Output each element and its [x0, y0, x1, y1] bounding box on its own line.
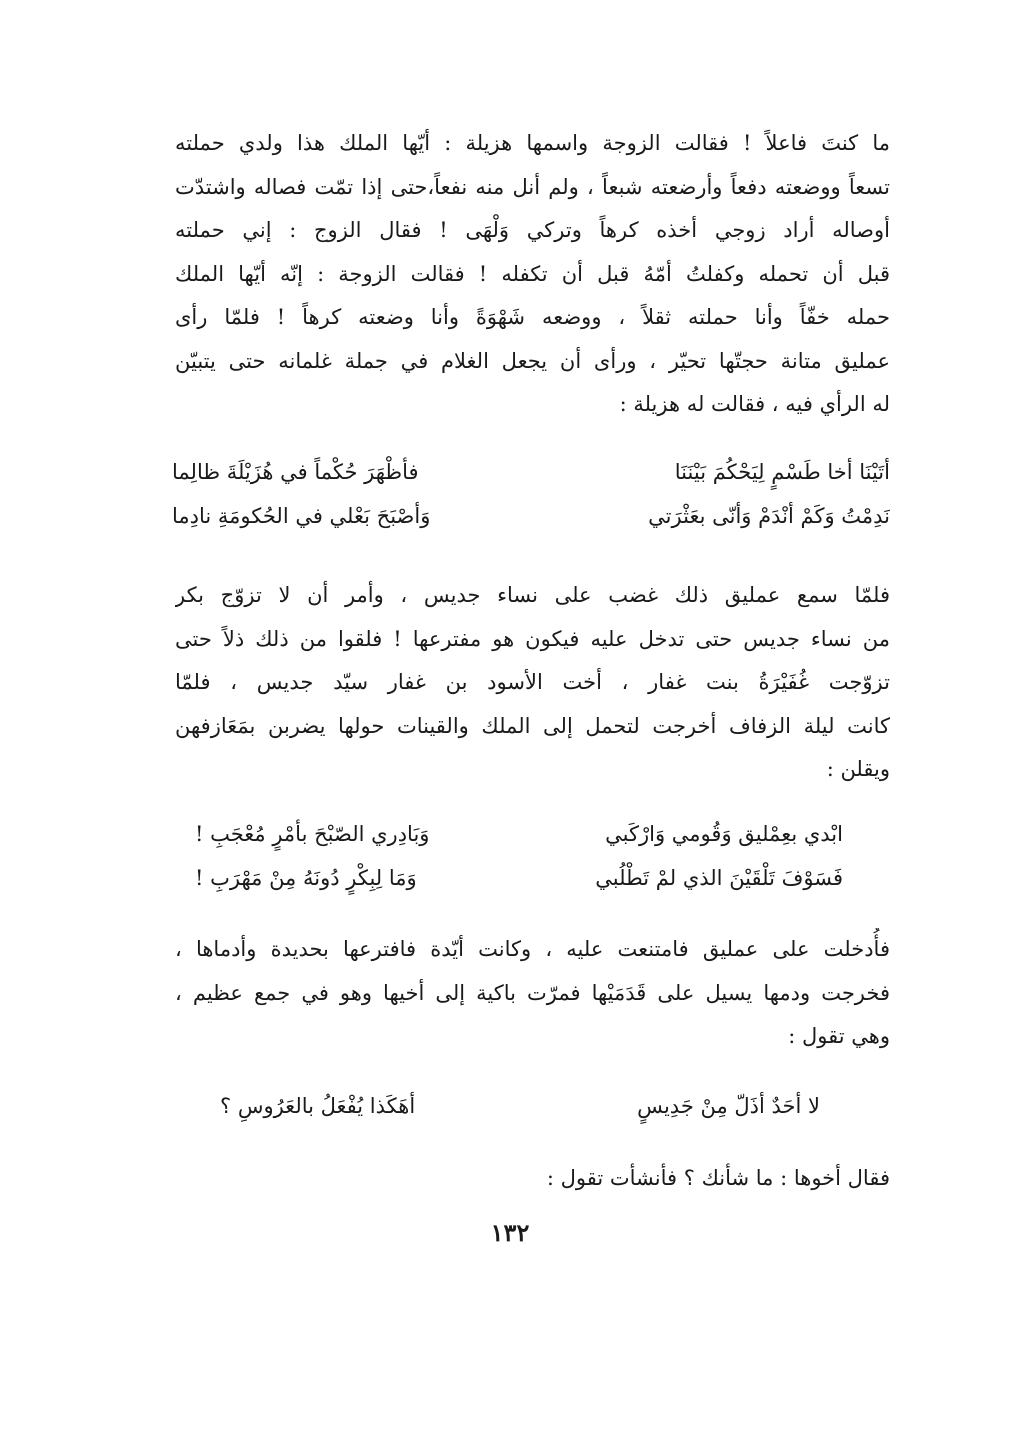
- text-line: أوصاله أراد زوجي أخذه كرهاً وتركي وَلْهَى ! فقال الزوج : إني حملته: [175, 218, 890, 242]
- paragraph-3: [175, 928, 890, 1059]
- page-number: ١٣٢: [490, 1218, 530, 1247]
- verse-first-hemistich: أتَيْنَا أخا طَسْمٍ لِيَحْكُمَ بَيْنَنَا: [674, 460, 890, 484]
- text-line: فلمّا سمع عمليق ذلك غضب على نساء جديس ، وأمر أن لا تزوّج بكر: [175, 583, 890, 607]
- text-line: من نساء جديس حتى تدخل عليه فيكون هو مفترعها ! فلقوا من ذلك ذلاً حتى: [175, 626, 890, 651]
- paragraph-2: [175, 574, 890, 792]
- text-line: كانت ليلة الزفاف أخرجت لتحمل إلى الملك والقينات حولها يضربن بمَعَازفهن: [175, 713, 890, 738]
- paragraph-1: [175, 122, 890, 427]
- text-line: ويقلن :: [826, 757, 890, 781]
- verse-first-hemistich: نَدِمْتُ وَكَمْ أنْدَمْ وَأنّى بعَثْرَتي: [648, 504, 890, 528]
- verse-line: [172, 450, 890, 494]
- verse-second-hemistich: وَمَا لِبِكْرٍ دُونَهُ مِنْ مَهْرَبِ !: [195, 866, 417, 890]
- text-line: حمله خفّاً وأنا حملته ثقلاً ، ووضعه شَهْوَةً وأنا وضعته كرهاً ! فلمّا رأى: [175, 305, 890, 329]
- verse-line: [195, 856, 843, 900]
- text-line: فأُدخلت على عمليق فامتنعت عليه ، وكانت أيّدة فافترعها بحديدة وأدماها ،: [175, 937, 890, 961]
- text-line: فخرجت ودمها يسيل على قَدَمَيْها فمرّت باكية إلى أخيها وهو في جمع عظيم ،: [175, 980, 890, 1005]
- text-line: قبل أن تحمله وكفلتُ أمّهُ قبل أن تكفله ! فقالت الزوجة : إنّه أيّها الملك: [175, 261, 890, 286]
- paragraph-4: [175, 1157, 890, 1201]
- text-line: ما كنتَ فاعلاً ! فقالت الزوجة واسمها هزيلة : أيّها الملك هذا ولدي حملته: [175, 131, 890, 155]
- text-line: تسعاً ووضعته دفعاً وأرضعته شبعاً ، ولم أنل منه نفعاً،حتى إذا تمّت فصاله واشتدّت: [175, 174, 890, 199]
- verse-first-hemistich: لا أحَدٌ أذَلّ مِنْ جَدِيسٍ: [637, 1094, 820, 1118]
- verse-line: [220, 1084, 820, 1128]
- verse-second-hemistich: فأظْهَرَ حُكْماً في هُزَيْلَةَ ظالِما: [172, 460, 419, 484]
- verse-first-hemistich: ابْدي بعِمْليق وَقُومي وَارْكَبي: [605, 822, 843, 846]
- text-line: تزوّجت غُفَيْرَةُ بنت غفار ، أخت الأسود بن غفار سيّد جديس ، فلمّا: [175, 670, 890, 694]
- verse-second-hemistich: أهَكَذا يُفْعَلُ بالعَرُوسِ ؟: [220, 1094, 416, 1118]
- verse-second-hemistich: وَأصْبَحَ بَعْلي في الحُكومَةِ نادِما: [172, 504, 431, 528]
- verse-line: [172, 494, 890, 538]
- verse-first-hemistich: فَسَوْفَ تَلْقَيْنَ الذي لمْ تَطْلُبي: [595, 866, 843, 890]
- text-line: عمليق متانة حجتّها تحيّر ، ورأى أن يجعل الغلام في جملة غلمانه حتى يتبيّن: [175, 348, 890, 373]
- poem-2: [195, 812, 843, 900]
- verse-line: [195, 812, 843, 856]
- verse-second-hemistich: وَبَادِري الصّبْحَ بأمْرٍ مُعْجَبِ !: [195, 822, 430, 846]
- text-line: فقال أخوها : ما شأنك ؟ فأنشأت تقول :: [546, 1166, 890, 1190]
- poem-3: [220, 1084, 820, 1128]
- text-line: له الرأي فيه ، فقالت له هزيلة :: [619, 392, 890, 416]
- text-line: وهي تقول :: [788, 1024, 890, 1048]
- poem-1: [172, 450, 890, 538]
